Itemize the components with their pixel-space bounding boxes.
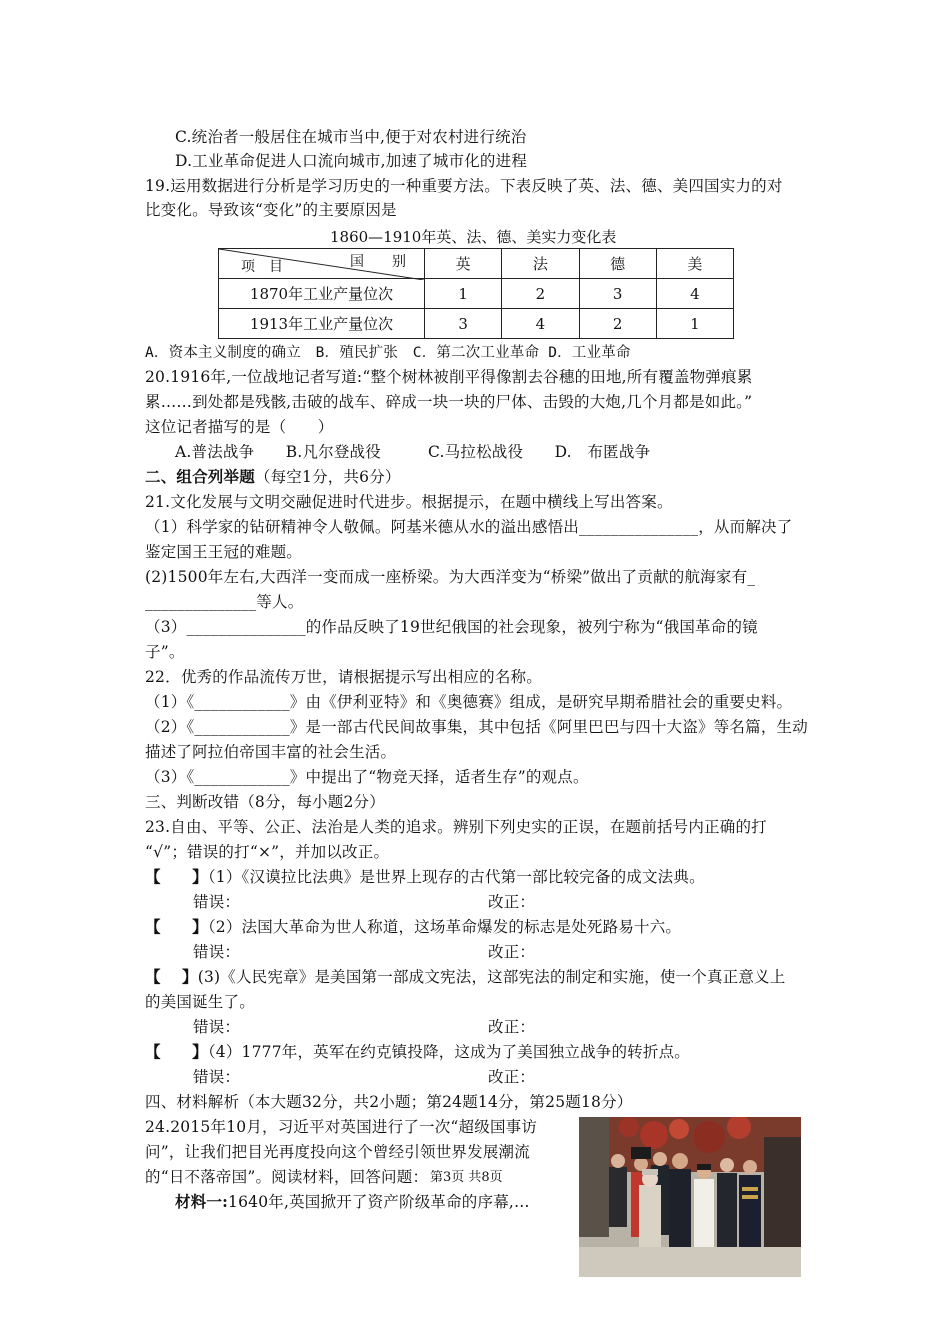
q23-item3-error-label: 错误： — [193, 1018, 241, 1036]
q21-part2-line1: (2)1500年左右,大西洋一变而成一座桥梁。为大西洋变为“桥梁”做出了贡献的航海家有_ — [145, 568, 756, 586]
q19-stem-line1: 19.运用数据进行分析是学习历史的一种重要方法。下表反映了英、法、德、美四国实力的对 — [145, 177, 783, 195]
table-row — [219, 309, 734, 339]
table-cell: 1 — [656, 309, 733, 339]
q23-item3-text-line2: 的美国诞生了。 — [145, 993, 255, 1011]
row-label: 1870年工业产量位次 — [219, 279, 425, 309]
section4-title: 四、材料解析（本大题32分，共2小题；第24题14分，第25题18分） — [145, 1093, 633, 1111]
country-header: 英 — [425, 249, 502, 279]
state-visit-photo-illustration — [579, 1117, 801, 1277]
answer-bracket[interactable]: 【 】 — [145, 967, 198, 986]
table-cell: 3 — [425, 309, 502, 339]
material-text: 1640年,英国掀开了资产阶级革命的序幕,… — [228, 1193, 530, 1211]
answer-bracket[interactable]: 【 】 — [145, 917, 208, 936]
q21-part2-line2: ______________等人。 — [145, 593, 304, 611]
q24-stem-line1: 24.2015年10月，习近平对英国进行了一次“超级国事访 — [145, 1118, 538, 1136]
section2-note: （每空1分，共6分） — [254, 468, 401, 486]
q19-stem-line2: 比变化。导致该“变化”的主要原因是 — [145, 201, 397, 219]
q22-part2-line2: 描述了阿拉伯帝国丰富的社会生活。 — [145, 743, 397, 761]
q20-stem-line2: 累……到处都是残骸,击破的战车、碎成一块一块的尸体、击毁的大炮,几个月都是如此。” — [145, 393, 753, 411]
header-country-label: 国 别 — [350, 254, 406, 270]
q21-part1-line2: 鉴定国王王冠的难题。 — [145, 543, 303, 561]
q23-item1-fix-label: 改正： — [488, 893, 536, 911]
q24-stem-line2: 问”，让我们把目光再度投向这个曾经引领世界发展潮流 — [145, 1143, 530, 1161]
q21-stem: 21.文化发展与文明交融促进时代进步。根据提示，在题中横线上写出答案。 — [145, 493, 673, 511]
q21-part3-line2: 子”。 — [145, 643, 185, 661]
q23-item4 — [145, 1042, 690, 1062]
q22-part1: （1）《____________》由《伊利亚特》和《奥德赛》组成，是研究早期希腊社会的重要史料。 — [145, 693, 793, 711]
power-comparison-table — [218, 248, 734, 339]
q23-item2-fix-label: 改正： — [488, 943, 536, 961]
table-cell: 2 — [502, 279, 579, 309]
q23-item1-error-label: 错误： — [193, 893, 241, 911]
table-cell: 4 — [502, 309, 579, 339]
country-header: 法 — [502, 249, 579, 279]
q20-stem-line3: 这位记者描写的是（ ） — [145, 418, 334, 436]
q21-part1-line1: （1）科学家的钻研精神令人敬佩。阿基米德从水的溢出感悟出_______________，从而解决了 — [145, 518, 793, 536]
material-label: 材料一: — [175, 1192, 229, 1211]
q18-option-c: C.统治者一般居住在城市当中,便于对农村进行统治 — [175, 128, 527, 146]
q23-item2 — [145, 917, 681, 937]
answer-bracket[interactable]: 【 】 — [145, 1042, 208, 1061]
country-header: 德 — [579, 249, 656, 279]
q23-item3-text: (3)《人民宪章》是美国第一部成文宪法，这部宪法的制定和实施，使一个真正意义上 — [197, 968, 786, 986]
q20-options: A.普法战争 B.凡尔登战役 C.马拉松战役 D. 布匿战争 — [175, 443, 651, 461]
q22-part2-line1: （2）《____________》是一部古代民间故事集，其中包括《阿里巴巴与四十大盗》等名篇，生动 — [145, 718, 808, 736]
table-cell: 4 — [656, 279, 733, 309]
q19-options: A．资本主义制度的确立 B．殖民扩张 C．第二次工业革命 D．工业革命 — [145, 345, 631, 361]
table-header-diagonal-cell — [219, 249, 425, 279]
q24-stem-line3: 的“日不落帝国”。阅读材料，回答问题： — [145, 1168, 429, 1186]
q23-item3-fix-label: 改正： — [488, 1018, 536, 1036]
page-number: 第3页 共8页 — [430, 1170, 503, 1185]
table-caption: 1860—1910年英、法、德、美实力变化表 — [330, 228, 617, 246]
q23-stem-line2: “√”；错误的打“×”，并加以改正。 — [145, 843, 390, 861]
q23-item2-text: （2）法国大革命为世人称道，这场革命爆发的标志是处死路易十六。 — [207, 918, 682, 936]
q23-stem-line1: 23.自由、平等、公正、法治是人类的追求。辨别下列史实的正误，在题前括号内正确的打 — [145, 818, 767, 836]
answer-bracket[interactable]: 【 】 — [145, 867, 208, 886]
table-cell: 2 — [579, 309, 656, 339]
q18-option-d: D.工业革命促进人口流向城市,加速了城市化的进程 — [175, 152, 528, 170]
q23-item2-error-label: 错误： — [193, 943, 241, 961]
state-visit-photo — [579, 1117, 801, 1277]
row-label: 1913年工业产量位次 — [219, 309, 425, 339]
section3-title: 三、判断改错（8分，每小题2分） — [145, 793, 385, 811]
table-cell: 3 — [579, 279, 656, 309]
q22-part3: （3）《____________》中提出了“物竞天择，适者生存”的观点。 — [145, 768, 589, 786]
q23-item1 — [145, 867, 705, 887]
table-cell: 1 — [425, 279, 502, 309]
section2-heading — [145, 467, 401, 487]
q23-item4-fix-label: 改正： — [488, 1068, 536, 1086]
q23-item4-text: （4）1777年，英军在约克镇投降，这成为了美国独立战争的转折点。 — [207, 1043, 690, 1061]
q21-part3-line1: （3）_______________的作品反映了19世纪俄国的社会现象，被列宁称为“俄国革命的镜 — [145, 618, 758, 636]
q23-item1-text: （1）《汉谟拉比法典》是世界上现存的古代第一部比较完备的成文法典。 — [207, 868, 705, 886]
q22-stem: 22．优秀的作品流传万世，请根据提示写出相应的名称。 — [145, 668, 542, 686]
q20-stem-line1: 20.1916年,一位战地记者写道:“整个树林被削平得像割去谷穗的田地,所有覆盖物弹痕累 — [145, 368, 753, 386]
section2-title: 二、组合列举题 — [145, 467, 255, 486]
q23-item3 — [145, 967, 785, 987]
q23-item4-error-label: 错误： — [193, 1068, 241, 1086]
q24-material1 — [175, 1192, 530, 1212]
table-row — [219, 279, 734, 309]
country-header: 美 — [656, 249, 733, 279]
header-item-label: 项 目 — [241, 259, 283, 275]
table-header-row — [219, 249, 734, 279]
